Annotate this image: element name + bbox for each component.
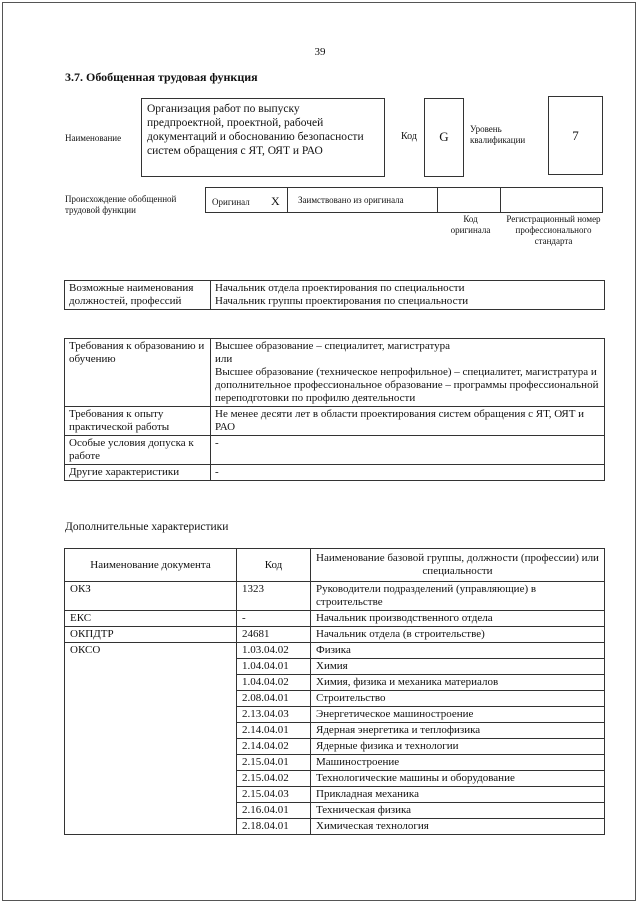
requirement-row — [65, 339, 605, 407]
page-number: 39 — [314, 46, 326, 58]
requirements-table — [64, 338, 605, 481]
position-line-2: Начальник группы проектирования по специальности — [215, 295, 469, 307]
requirement-label-education: Требования к образованию и обучению — [65, 339, 211, 407]
positions-row — [65, 281, 605, 310]
requirement-row — [65, 436, 605, 465]
cell-name: Химическая технология — [311, 819, 605, 835]
code-value: G — [439, 129, 449, 144]
requirement-value-experience: Не менее десяти лет в области проектирования систем обращения с ЯТ, ОЯТ и РАО — [211, 407, 605, 436]
requirement-value-education: Высшее образование – специалитет, магистратура или Высшее образование (техническое непрофильное) – специалитет, магистратура и дополнительное профессиональное образование – программы профессиональной переподготовки по профилю деятельности — [211, 339, 605, 407]
positions-table — [64, 280, 605, 310]
origin-box — [205, 187, 603, 213]
level-box — [548, 96, 603, 175]
cell-code: 2.08.04.01 — [237, 691, 311, 707]
cell-code: 1.03.04.02 — [237, 643, 311, 659]
cell-code: 2.15.04.02 — [237, 771, 311, 787]
positions-label: Возможные наименования должностей, профессий — [65, 281, 211, 310]
cell-code: 2.14.04.02 — [237, 739, 311, 755]
code-box — [424, 98, 464, 177]
section-heading: 3.7. Обобщенная трудовая функция — [65, 70, 258, 84]
additional-table — [64, 548, 605, 835]
cell-code: 1.04.04.02 — [237, 675, 311, 691]
cell-code: 1.04.04.01 — [237, 659, 311, 675]
code-label: Код — [401, 131, 417, 142]
requirement-value-other: - — [211, 465, 605, 481]
positions-values — [211, 281, 605, 310]
name-label: Наименование — [65, 133, 122, 143]
cell-name: Начальник производственного отдела — [311, 611, 605, 627]
table-row — [65, 627, 605, 643]
code-original-label: Код оригинала — [450, 214, 491, 235]
cell-name: Ядерные физика и технологии — [311, 739, 605, 755]
additional-title: Дополнительные характеристики — [65, 521, 229, 533]
header-name: Наименование базовой группы, должности (профессии) или специальности — [311, 549, 605, 582]
name-value: Организация работ по выпуску предпроектной, проектной, рабочей документаций и обоснованию безопасности систем обращения с ЯТ, ОЯТ и РАО — [141, 98, 385, 177]
original-label: Оригинал — [212, 197, 250, 207]
cell-code: 1323 — [237, 582, 311, 611]
cell-code: 24681 — [237, 627, 311, 643]
cell-code: 2.18.04.01 — [237, 819, 311, 835]
cell-name: Химия — [311, 659, 605, 675]
origin-divider-3 — [500, 187, 501, 213]
additional-header-row — [65, 549, 605, 582]
cell-code: 2.15.04.03 — [237, 787, 311, 803]
requirement-row — [65, 465, 605, 481]
borrowed-label: Заимствовано из оригинала — [298, 195, 404, 205]
cell-doc: ОКЗ — [65, 582, 237, 611]
origin-divider-2 — [437, 187, 438, 213]
origin-label: Происхождение обобщенной трудовой функции — [65, 194, 177, 215]
cell-name: Технологические машины и оборудование — [311, 771, 605, 787]
position-line-1: Начальник отдела проектирования по специальности — [215, 282, 465, 294]
original-mark: X — [271, 194, 280, 208]
requirement-label-experience: Требования к опыту практической работы — [65, 407, 211, 436]
cell-name: Начальник отдела (в строительстве) — [311, 627, 605, 643]
requirement-row — [65, 407, 605, 436]
cell-doc: ОКПДТР — [65, 627, 237, 643]
cell-code: - — [237, 611, 311, 627]
table-row — [65, 611, 605, 627]
cell-doc-okso: ОКСО — [65, 643, 237, 835]
cell-name: Энергетическое машиностроение — [311, 707, 605, 723]
cell-name: Прикладная механика — [311, 787, 605, 803]
cell-code: 2.16.04.01 — [237, 803, 311, 819]
cell-name: Машиностроение — [311, 755, 605, 771]
requirement-label-admission: Особые условия допуска к работе — [65, 436, 211, 465]
table-row — [65, 582, 605, 611]
level-label: Уровень квалификации — [470, 124, 526, 145]
cell-name: Строительство — [311, 691, 605, 707]
cell-name: Техническая физика — [311, 803, 605, 819]
table-row — [65, 643, 605, 659]
cell-name: Руководители подразделений (управляющие) в строительстве — [311, 582, 605, 611]
cell-doc: ЕКС — [65, 611, 237, 627]
cell-code: 2.13.04.03 — [237, 707, 311, 723]
cell-code: 2.14.04.01 — [237, 723, 311, 739]
cell-name: Химия, физика и механика материалов — [311, 675, 605, 691]
cell-name: Ядерная энергетика и теплофизика — [311, 723, 605, 739]
cell-name: Физика — [311, 643, 605, 659]
reg-number-label: Регистрационный номер профессионального стандарта — [506, 214, 601, 246]
origin-divider-1 — [287, 187, 288, 213]
cell-code: 2.15.04.01 — [237, 755, 311, 771]
requirement-label-other: Другие характеристики — [65, 465, 211, 481]
level-value: 7 — [572, 128, 579, 143]
requirement-value-admission: - — [211, 436, 605, 465]
header-code: Код — [237, 549, 311, 582]
header-document: Наименование документа — [65, 549, 237, 582]
